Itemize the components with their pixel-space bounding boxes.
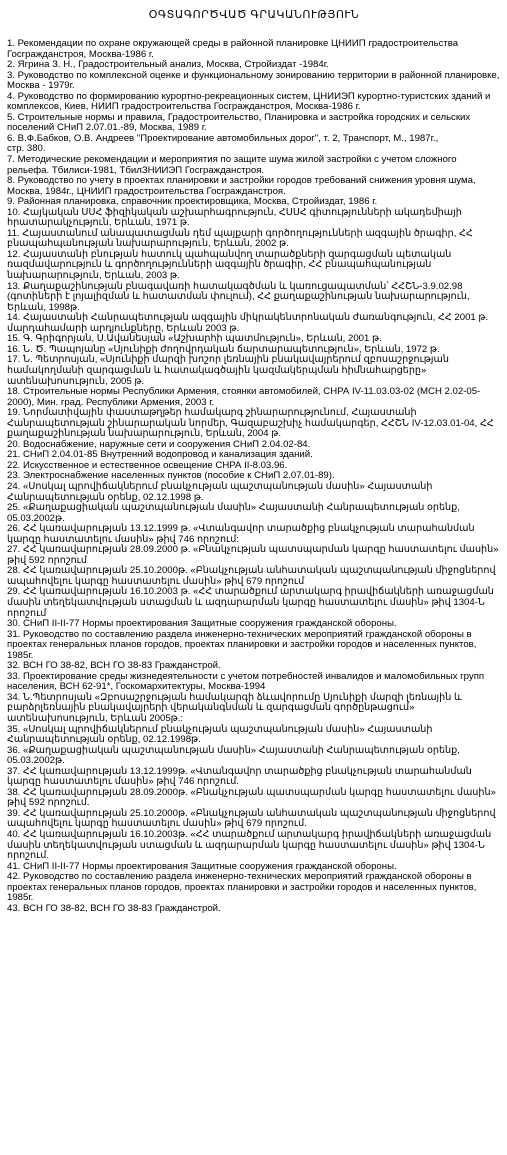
reference-item: 2. Ягрина З. Н., Градостроительный анализ, Москва, Стройиздат -1984г. [7,59,329,71]
reference-item: թիվ 592 որոշում. [7,797,90,809]
reference-item: 26. ՀՀ կառավարության 13.12.1999 թ. «Վտանգավոր տարածքից բնակչության տարահանման կարգը հաստատելու մասին» թիվ 746 որոշում: [7,523,475,545]
reference-item: 21. СНиП 2.04.01-85 Внутренний водопровод и канализация зданий. [7,449,313,461]
reference-item: 12. Հայաստանի բնության հատուկ պահպանվող տարածքների զարգացման պետական ռազմավարություն և գործողությունների ազգային ծրագիր, ՀՀ բնապահպանության նախարարություն, Երևան, 2003 թ. [7,248,452,282]
reference-item: 40. ՀՀ կառավարության 16.10.2003թ. «ՀՀ տարածքում արտակարգ իրավիճակների առաջացման մասին տեղեկատվության ստացման և ազդարարման կարգը հաստատելու մասին» թիվ 1304-Ն որոշում. [7,829,492,862]
reference-item: стр. 380. [7,143,46,155]
reference-item: 22. Искусственное и естественное освещение СНРА II-8.03.96. [7,459,288,471]
reference-item: 36. «Քաղաքացիական պաշտպանության մասին» Հայաստանի Հանրապետության օրենք, 05.03.2002թ. [7,744,460,767]
reference-item: 18. Строительные нормы Республики Армения, стоянки автомобилей, СНРА IV-11.03.03-02 (МСН 2.02-05-2000), Мин. град. Республики Армения, 2003 г. [7,386,481,408]
reference-item: 34. Ն.Պետրոսյան «Զբոսաշրջության համակարգի ձևավորումը Սյունիքի մարզի լեռնային և բարձրլեռնային բնակավայրերի վերականգնման և զարգացման գործընթացում» ատենախոսություն, Երևան 2005թ.: [7,691,462,724]
reference-item: 3. Руководство по комплексной оценке и функциональному зонированию территории в районной планировке, Москва - 1979г. [7,69,500,92]
reference-item: 37. ՀՀ կառավարության 13.12.1999թ. «Վտանգավոր տարածքից բնակչության տարահանման կարգը հաստատելու մասին» թիվ 746 որոշում. [7,765,472,788]
reference-item: 39. ՀՀ կառավարության 25.10.2000թ. «Բնակչության անհատական պաշտպանության միջոցներով ապահովելու կարգը հաստատելու մասին» թիվ 679 որոշում. [7,807,496,830]
reference-item: 15. Գ. Գրիգորյան, Ս.Ավանեսյան «Աշխարհի պատմություն», Երևան, 2001 թ. [7,333,382,345]
reference-item: 19. Նորմատիվային փաստաթղթեր համակարգ շինարարությունում, Հայաստանի Հանրապետության շինարարական նորմեր, Գազաբաշխիչ համակարգեր, ՀՀՇՆ IV-12.03.01-04, ՀՀ քաղաքաշինության նախարարություն, Երևան, 2004 թ. [7,407,494,440]
reference-item: 8. Руководство по учету в проектах планировки и застройки городов требований снижения уровня шума, Москва, 1984г., ЦНИИП градостроительства Госгражданстроя. [7,175,476,197]
reference-item: 27. ՀՀ կառավարության 28.09.2000 թ. «Բնակչության պատսպարման կարգը հաստատելու մասին» թիվ 592 որոշում [7,544,499,566]
reference-item: 13. Քաղաքաշինության բնագավառի հատակագծման և կառուցապատման՝ ՀՀՇՆ-3.9.02.98 (գոտիների է լոյալիզման և հատատման փուլում), ՀՀ քաղաքաշինության նախարարություն, Երևան, 1998թ. [7,280,470,313]
reference-item: 1. Рекомендации по охране окружающей среды в районной планировке ЦНИИП градостроительства Госгражданстроя, Москва-1986 г. [7,38,459,60]
reference-item: 35. «Սոսկալ պրովիճակներում բնակչության պաշտպանության մասին» Հայաստանի Հանրապետության օրենք, 02.12.1998թ. [7,723,433,746]
reference-item: 17. Ն. Պետրոսյան, «Սյունիքի մարզի խոշոր լեռնային բնակավայրերում զբոսաշրջության համակողմանի զարգացման և հատակագծային կազմակերպման հիմնահարցերը» ատենախոսություն, 2005 թ. [7,354,449,387]
reference-item: 42. Руководство по составлению раздела инженерно-технических мероприятий гражданской обороны в проектах генеральных планов городов, проектах планировки и застройки городов и населенных пунктов, 1985г. [7,871,477,904]
reference-item: 23. Электроснабжение населенных пунктов (пособие к СНиП 2.07.01-89). [7,470,335,482]
reference-item: 7. Методические рекомендации и мероприятия по защите шума жилой застройки с учетом сложного рельефа. Тбилиси-1981, ТбилЗНИИЭП Госгражданстроя. [7,154,457,176]
reference-item: 41. СНиП II-II-77 Нормы проектирования Защитные сооружения гражданской обороны. [7,860,397,872]
reference-item: 33. Проектирование среды жизнедеятельности с учетом потребностей инвалидов и маломобильных групп населения, ВСН 62-91*, Госкомархитектуры, Москва-1994 [7,670,485,693]
reference-item: 10. Հայկական ՍՍՀ ֆիզիկական աշխարհագրություն, ՀՍՍՀ գիտությունների ակադեմիայի հրատարակչություն, Երևան, 1971 թ. [7,206,462,229]
reference-item: 30. СНиП II-II-77 Нормы проектирования Защитные сооружения гражданской обороны. [7,618,397,630]
reference-item: 4. Руководство по формированию курортно-рекреационных систем, ЦНИИЭП курортно-туристских зданий и комплексов, Киев, НИИП градостроительства Госгражданстроя, Москва-1986 г. [7,90,491,113]
page-title: ՕԳՏԱԳՈՐԾՎԱԾ ԳՐԱԿԱՆՈՒԹՅՈՒՆ [148,9,360,21]
reference-item: 11. Հայաստանում անապատացման դեմ պայքարի գործողությունների ազգային ծրագիր, ՀՀ բնապահպանության նախարարություն, Երևան, 2002 թ. [7,227,473,250]
reference-item: 29. ՀՀ կառավարության 16.10.2003 թ. «ՀՀ տարածքում արտակարգ իրավիճակների առաջացման մասին տեղեկատվության ստացման և ազդարարման կարգը հաստատելու մասին» թիվ 1304-Ն որոշում [7,586,494,619]
reference-list [7,39,501,914]
reference-item: 28. ՀՀ կառավարության 25.10.2000թ. «Բնակչության անհատական պաշտպանության միջոցներով ապահովելու կարգը հաստատելու մասին» թիվ 679 որոշում [7,565,496,587]
reference-item: 31. Руководство по составлению раздела инженерно-технических мероприятий гражданской обороны в проектах генеральных планов городов, проектах планировки и застройки городов и населенных пунктов, 1985г. [7,628,477,661]
reference-item: 24. «Սոսկալ պրովիճակներում բնակչության պաշտպանության մասին» Հայաստանի Հանրապետության օրենք, 02.12.1998 թ. [7,480,433,503]
reference-item: 14. Հայաստանի Հանրապետության ազգային միկրակենտրոնական ժառանգություն, ՀՀ 2001 թ. մարդահամարի արդյունքները, Երևան 2003 թ. [7,312,489,334]
reference-item: 38. ՀՀ կառավարության 28.09.2000թ. «Բնակչության պատսպարման կարգը հաստատելու մասին» [7,786,496,798]
reference-item: 20. Водоснабжение, наружные сети и сооружения СНиП 2.04.02-84. [7,438,311,450]
reference-item: 25. «Քաղաքացիական պաշտպանության մասին» Հայաստանի Հանրապետության օրենք, 05.03.2002թ. [7,502,460,524]
reference-item: 32. ВСН ГО 38-82, ВСН ГО 38-83 Гражданстрой. [7,660,221,672]
reference-item: 16. Ն. Ծ. Պապոյանը «Սյունիքի ժողովրդական ճարտարապետություն», Երևան, 1972 թ. [7,343,440,355]
reference-item: 9. Районная планировка, справочник проектировщика, Москва, Стройиздат, 1986 г. [7,196,378,208]
reference-item: 5. Строительные нормы и правила, Градостроительство, Планировка и застройка городских и сельских поселений СНиП 2.07.01.-89, Москва, 1989 г. [7,111,471,134]
reference-item: 6. В.Ф.Бабков, О.В. Андреев "Проектирование автомобильных дорог", т. 2, Транспорт, М., 1987г., [7,132,439,144]
reference-item: 43. ВСН ГО 38-82, ВСН ГО 38-83 Гражданстрой. [7,902,221,914]
